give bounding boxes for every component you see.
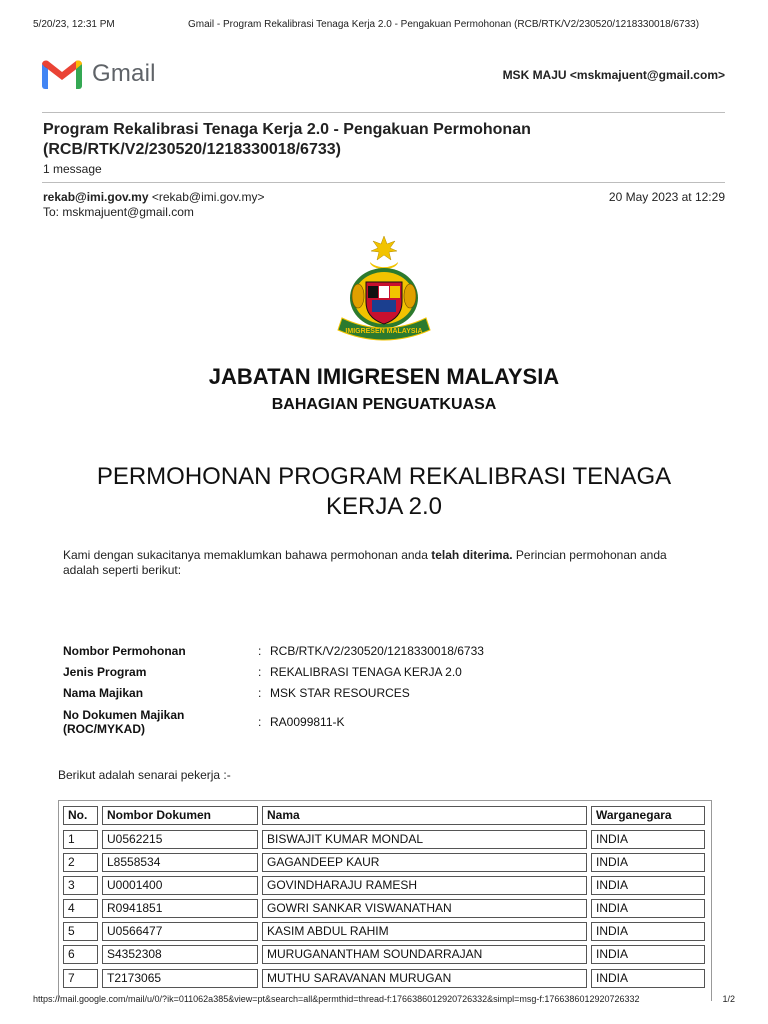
thread-subject: Program Rekalibrasi Tenaga Kerja 2.0 - Pengakuan Permohonan (RCB/RTK/V2/230520/1218330018/6733)	[43, 121, 531, 158]
division-name: BAHAGIAN PENGUATKUASA	[271, 396, 497, 413]
intro-paragraph: Kami dengan sukacitanya memaklumkan bahawa permohonan anda telah diterima. Perincian permohonan anda adalah seperti berikut:	[63, 548, 667, 577]
table-cell: BISWAJIT KUMAR MONDAL	[262, 830, 587, 849]
table-cell: U0001400	[102, 876, 258, 895]
table-cell: 6	[63, 945, 98, 964]
divider	[42, 112, 725, 113]
crest-ribbon-text: IMIGRESEN MALAYSIA	[345, 328, 423, 335]
table-cell: 4	[63, 899, 98, 918]
table-header-cell: Nombor Dokumen	[102, 806, 258, 825]
table-cell: 5	[63, 922, 98, 941]
worker-list-intro: Berikut adalah senarai pekerja :-	[58, 768, 231, 782]
detail-value-application-number: RCB/RTK/V2/230520/1218330018/6733	[270, 644, 484, 658]
table-cell: U0566477	[102, 922, 258, 941]
table-cell: L8558534	[102, 853, 258, 872]
divider	[42, 182, 725, 183]
immigration-crest-icon	[334, 234, 434, 344]
gmail-wordmark[interactable]: Gmail	[92, 60, 156, 87]
table-cell: INDIA	[591, 853, 705, 872]
table-cell: 2	[63, 853, 98, 872]
table-cell: 1	[63, 830, 98, 849]
agency-name: JABATAN IMIGRESEN MALAYSIA	[208, 364, 560, 389]
account-label: MSK MAJU <mskmajuent@gmail.com>	[502, 68, 725, 82]
print-page-number: 1/2	[722, 994, 735, 1004]
gmail-logo-icon[interactable]	[42, 59, 82, 89]
detail-label: Jenis Program	[63, 665, 147, 679]
table-header-cell: Warganegara	[591, 806, 705, 825]
table-cell: INDIA	[591, 922, 705, 941]
form-title: PERMOHONAN PROGRAM REKALIBRASI TENAGA KERJA 2.0	[96, 463, 672, 520]
table-cell: INDIA	[591, 899, 705, 918]
detail-colon: :	[258, 665, 262, 679]
table-cell: 3	[63, 876, 98, 895]
print-url: https://mail.google.com/mail/u/0/?ik=011062a385&view=pt&search=all&permthid=thread-f:1766386012920726332&simpl=msg-f:1766386012920726332	[33, 994, 640, 1004]
detail-label: Nombor Permohonan	[63, 644, 186, 658]
detail-value-employer-document: RA0099811-K	[270, 715, 345, 729]
table-header-cell: No.	[63, 806, 98, 825]
table-cell: 7	[63, 969, 98, 988]
detail-colon: :	[258, 644, 262, 658]
detail-label: No Dokumen Majikan (ROC/MYKAD)	[63, 708, 185, 736]
intro-emphasis: telah diterima.	[431, 548, 513, 562]
table-cell: INDIA	[591, 830, 705, 849]
table-cell: KASIM ABDUL RAHIM	[262, 922, 587, 941]
table-header-cell: Nama	[262, 806, 587, 825]
print-title: Gmail - Program Rekalibrasi Tenaga Kerja 2.0 - Pengakuan Permohonan (RCB/RTK/V2/230520/1218330018/6733)	[188, 19, 700, 30]
detail-colon: :	[258, 686, 262, 700]
message-count: 1 message	[43, 162, 102, 176]
table-cell: INDIA	[591, 969, 705, 988]
table-cell: T2173065	[102, 969, 258, 988]
detail-value-employer-name: MSK STAR RESOURCES	[270, 686, 410, 700]
table-cell: INDIA	[591, 945, 705, 964]
detail-label: Nama Majikan	[63, 686, 144, 700]
detail-colon: :	[258, 715, 262, 729]
table-cell: MUTHU SARAVANAN MURUGAN	[262, 969, 587, 988]
table-cell: INDIA	[591, 876, 705, 895]
table-cell: R0941851	[102, 899, 258, 918]
print-datetime: 5/20/23, 12:31 PM	[33, 19, 115, 30]
recipient: To: mskmajuent@gmail.com	[43, 205, 194, 219]
detail-value-program-type: REKALIBRASI TENAGA KERJA 2.0	[270, 665, 462, 679]
table-cell: GAGANDEEP KAUR	[262, 853, 587, 872]
table-cell: MURUGANANTHAM SOUNDARRAJAN	[262, 945, 587, 964]
sender-email: rekab@imi.gov.my	[43, 190, 149, 204]
table-cell: GOVINDHARAJU RAMESH	[262, 876, 587, 895]
sender-full: <rekab@imi.gov.my>	[151, 190, 265, 204]
message-date: 20 May 2023 at 12:29	[608, 190, 725, 204]
table-cell: S4352308	[102, 945, 258, 964]
table-cell: U0562215	[102, 830, 258, 849]
table-cell: GOWRI SANKAR VISWANATHAN	[262, 899, 587, 918]
sender	[43, 190, 265, 204]
